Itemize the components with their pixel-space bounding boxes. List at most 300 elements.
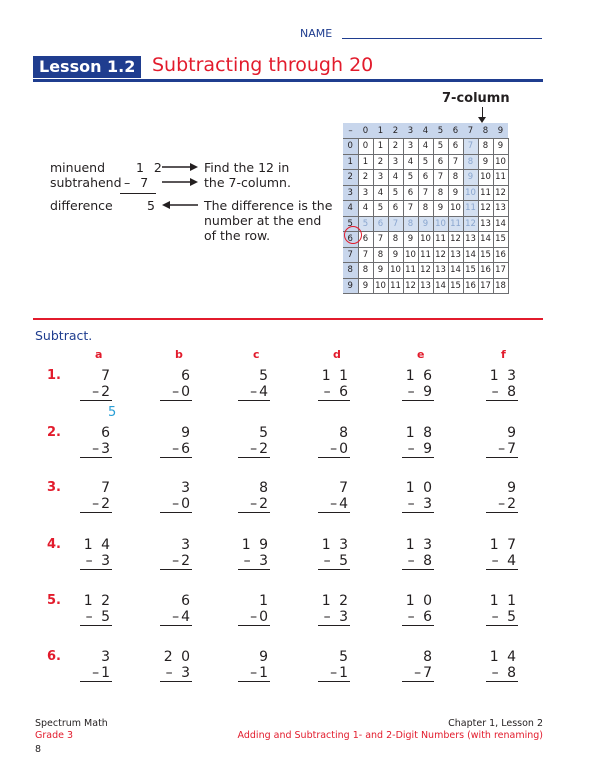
problem-subtrahend: –6 [172, 441, 192, 457]
table-row-header: 8 [343, 263, 358, 279]
table-cell: 11 [478, 185, 493, 201]
table-cell: 12 [403, 278, 418, 294]
table-cell: 14 [448, 263, 463, 279]
problem-subtrahend: – 8 [491, 384, 518, 400]
problem-minuend: 8 [339, 425, 350, 441]
table-cell: 8 [403, 216, 418, 232]
answer-line[interactable] [80, 625, 112, 626]
name-label: NAME [300, 27, 333, 40]
problem-subtrahend: –0 [172, 496, 192, 512]
table-cell: 3 [373, 170, 388, 186]
table-cell: 4 [358, 201, 373, 217]
table-cell: 9 [478, 154, 493, 170]
table-cell: 8 [448, 170, 463, 186]
problem-minuend: 1 3 [489, 368, 518, 384]
answer-line[interactable] [238, 569, 270, 570]
problem-minuend: 1 2 [321, 593, 350, 609]
footer-book: Spectrum Math [35, 718, 108, 729]
table-cell: 4 [388, 170, 403, 186]
table-header-cell: 3 [403, 123, 418, 139]
answer-line[interactable] [486, 681, 518, 682]
problem [142, 425, 192, 458]
table-cell: 10 [478, 170, 493, 186]
answer-line[interactable] [486, 512, 518, 513]
arrow-right-icon [162, 178, 198, 186]
table-row-header: 7 [343, 247, 358, 263]
problem-minuend: 1 1 [489, 593, 518, 609]
table-cell: 10 [388, 263, 403, 279]
table-header-cell: 2 [388, 123, 403, 139]
problem-row-label: 6. [47, 649, 61, 664]
table-cell: 5 [388, 185, 403, 201]
minuend-label: minuend [50, 160, 106, 175]
problem-subtrahend: –1 [330, 665, 350, 681]
problem-minuend: 1 3 [405, 537, 434, 553]
table-cell: 7 [433, 170, 448, 186]
problem-subtrahend: –4 [172, 609, 192, 625]
table-header-cell: 7 [463, 123, 478, 139]
problem-subtrahend: – 4 [491, 553, 518, 569]
problem-minuend: 1 1 [321, 368, 350, 384]
answer-line[interactable] [160, 681, 192, 682]
table-cell: 2 [373, 154, 388, 170]
table-cell: 5 [373, 201, 388, 217]
answer-line[interactable] [160, 569, 192, 570]
problem [468, 368, 518, 401]
problem-subtrahend: –0 [172, 384, 192, 400]
table-row-header: 2 [343, 170, 358, 186]
problem-minuend: 3 [181, 480, 192, 496]
problem-minuend: 5 [259, 425, 270, 441]
problem-subtrahend: –2 [172, 553, 192, 569]
footer-chapter: Chapter 1, Lesson 2 [448, 718, 543, 729]
problem-minuend: 3 [181, 537, 192, 553]
problem [220, 537, 270, 570]
table-cell: 10 [418, 232, 433, 248]
problem-minuend: 1 0 [405, 480, 434, 496]
table-cell: 7 [463, 139, 478, 155]
explain-line-5: of the row. [204, 228, 271, 243]
table-cell: 8 [478, 139, 493, 155]
problem-subtrahend: –2 [92, 384, 112, 400]
problem-subtrahend: – 8 [491, 665, 518, 681]
table-cell: 0 [358, 139, 373, 155]
problem [300, 593, 350, 626]
problem-minuend: 1 4 [83, 537, 112, 553]
answer-line[interactable] [402, 457, 434, 458]
problem-subtrahend: –3 [92, 441, 112, 457]
problem [62, 425, 112, 458]
problem-minuend: 5 [339, 649, 350, 665]
answer-line[interactable] [318, 569, 350, 570]
table-cell: 14 [433, 278, 448, 294]
table-cell: 13 [493, 201, 508, 217]
table-header-cell: 4 [418, 123, 433, 139]
problem [384, 425, 434, 458]
problem [300, 368, 350, 401]
problem [384, 368, 434, 401]
problem-row-label: 1. [47, 368, 61, 383]
table-header-cell: 6 [448, 123, 463, 139]
table-cell: 1 [373, 139, 388, 155]
explain-line-1: Find the 12 in [204, 160, 290, 175]
table-cell: 15 [493, 232, 508, 248]
table-cell: 12 [463, 216, 478, 232]
answer-line[interactable] [486, 400, 518, 401]
table-corner: – [343, 123, 358, 139]
difference-value: 5 [147, 198, 158, 213]
problem-subtrahend: –1 [92, 665, 112, 681]
problem [142, 537, 192, 570]
table-cell: 12 [448, 232, 463, 248]
table-cell: 15 [448, 278, 463, 294]
problem-minuend: 6 [101, 425, 112, 441]
answer-line[interactable] [80, 512, 112, 513]
problem-minuend: 7 [339, 480, 350, 496]
table-cell: 4 [418, 139, 433, 155]
column-label-c: c [253, 348, 260, 361]
problem [300, 480, 350, 513]
problem-subtrahend: –0 [250, 609, 270, 625]
problem [468, 425, 518, 458]
table-header-cell: 9 [493, 123, 508, 139]
table-cell: 5 [358, 216, 373, 232]
table-cell: 7 [388, 216, 403, 232]
problem [468, 480, 518, 513]
problem-subtrahend: – 6 [323, 384, 350, 400]
footer-grade: Grade 3 [35, 730, 74, 741]
answer-line[interactable] [238, 625, 270, 626]
answer-line[interactable] [80, 681, 112, 682]
table-cell: 15 [478, 247, 493, 263]
answer-line[interactable] [160, 625, 192, 626]
header-rule [33, 79, 543, 82]
table-cell: 3 [403, 139, 418, 155]
problem [220, 368, 270, 401]
problem-row-label: 2. [47, 425, 61, 440]
table-cell: 16 [463, 278, 478, 294]
explain-line-2: the 7-column. [204, 175, 291, 190]
answer-line[interactable] [238, 400, 270, 401]
problem-minuend: 1 9 [241, 537, 270, 553]
table-cell: 6 [403, 185, 418, 201]
table-cell: 10 [433, 216, 448, 232]
table-cell: 17 [493, 263, 508, 279]
table-cell: 6 [433, 154, 448, 170]
answer-line[interactable] [318, 512, 350, 513]
answer-line[interactable] [402, 569, 434, 570]
answer-line[interactable] [318, 400, 350, 401]
problem-minuend: 6 [181, 368, 192, 384]
problem-subtrahend: – 6 [407, 609, 434, 625]
answer-line[interactable] [402, 625, 434, 626]
answer-line[interactable] [402, 400, 434, 401]
problem [468, 537, 518, 570]
problem-subtrahend: – 9 [407, 384, 434, 400]
table-cell: 10 [403, 247, 418, 263]
table-cell: 12 [433, 247, 448, 263]
column-label-b: b [175, 348, 183, 361]
table-cell: 18 [493, 278, 508, 294]
problem-minuend: 9 [259, 649, 270, 665]
table-cell: 4 [403, 154, 418, 170]
table-cell: 3 [358, 185, 373, 201]
problem-minuend: 6 [181, 593, 192, 609]
table-cell: 8 [418, 201, 433, 217]
table-cell: 6 [373, 216, 388, 232]
table-cell: 9 [433, 201, 448, 217]
footer-page: 8 [35, 744, 42, 755]
column-label-d: d [333, 348, 341, 361]
answer-line[interactable] [160, 512, 192, 513]
answer-line[interactable] [318, 457, 350, 458]
answer-line[interactable] [486, 569, 518, 570]
problem [142, 649, 192, 682]
instruction: Subtract. [35, 328, 93, 343]
table-cell: 11 [388, 278, 403, 294]
table-cell: 6 [448, 139, 463, 155]
problem-subtrahend: – 3 [85, 553, 112, 569]
column-label-e: e [417, 348, 425, 361]
answer-line[interactable] [160, 400, 192, 401]
problem-minuend: 1 4 [489, 649, 518, 665]
table-row-header: 0 [343, 139, 358, 155]
table-cell: 10 [493, 154, 508, 170]
answer-line[interactable] [238, 512, 270, 513]
problem [62, 593, 112, 626]
problem [384, 593, 434, 626]
problem [384, 537, 434, 570]
table-cell: 9 [373, 263, 388, 279]
problem-subtrahend: – 5 [323, 553, 350, 569]
answer-line[interactable] [80, 457, 112, 458]
table-cell: 13 [448, 247, 463, 263]
problem-minuend: 1 [259, 593, 270, 609]
table-cell: 16 [478, 263, 493, 279]
problem [142, 368, 192, 401]
table-cell: 13 [478, 216, 493, 232]
subtrahend-value: – 7 [124, 175, 152, 190]
lesson-badge: Lesson 1.2 [33, 56, 141, 78]
table-cell: 9 [358, 278, 373, 294]
problem-minuend: 1 8 [405, 425, 434, 441]
table-cell: 11 [403, 263, 418, 279]
column-label-a: a [95, 348, 103, 361]
problem-subtrahend: –7 [498, 441, 518, 457]
problem [220, 480, 270, 513]
column-label: 7-column [442, 91, 510, 106]
problem-minuend: 8 [423, 649, 434, 665]
table-cell: 2 [358, 170, 373, 186]
table-header-cell: 1 [373, 123, 388, 139]
table-cell: 2 [388, 139, 403, 155]
problem [384, 649, 434, 682]
section-rule [33, 318, 543, 320]
table-cell: 5 [418, 154, 433, 170]
problem-subtrahend: –7 [414, 665, 434, 681]
answer-line[interactable] [160, 457, 192, 458]
answer-line[interactable] [80, 569, 112, 570]
table-cell: 13 [433, 263, 448, 279]
problem [300, 649, 350, 682]
problem-subtrahend: – 5 [85, 609, 112, 625]
subtraction-table [343, 123, 509, 294]
table-cell: 9 [388, 247, 403, 263]
table-cell: 8 [433, 185, 448, 201]
table-row-header: 4 [343, 201, 358, 217]
problem [142, 480, 192, 513]
problem-minuend: 3 [101, 649, 112, 665]
table-cell: 8 [373, 247, 388, 263]
answer-line[interactable] [402, 512, 434, 513]
problem [384, 480, 434, 513]
table-cell: 14 [478, 232, 493, 248]
problem [220, 425, 270, 458]
table-cell: 16 [493, 247, 508, 263]
answer-line[interactable] [238, 457, 270, 458]
sample-answer: 5 [108, 405, 117, 420]
answer-line[interactable] [486, 625, 518, 626]
problem-row-label: 3. [47, 480, 61, 495]
problem [62, 480, 112, 513]
problem [62, 368, 112, 401]
problem-subtrahend: –2 [250, 496, 270, 512]
problem-subtrahend: – 8 [407, 553, 434, 569]
problem-row-label: 5. [47, 593, 61, 608]
problem-minuend: 8 [259, 480, 270, 496]
table-cell: 8 [388, 232, 403, 248]
table-header-cell: 5 [433, 123, 448, 139]
table-cell: 11 [418, 247, 433, 263]
footer-topic: Adding and Subtracting 1- and 2-Digit Numbers (with renaming) [237, 730, 543, 741]
answer-line[interactable] [318, 625, 350, 626]
table-cell: 9 [493, 139, 508, 155]
table-cell: 17 [478, 278, 493, 294]
problem-row-label: 4. [47, 537, 61, 552]
table-header-cell: 8 [478, 123, 493, 139]
arrow-right-icon [162, 163, 198, 171]
problem-subtrahend: –2 [250, 441, 270, 457]
problem-minuend: 9 [507, 480, 518, 496]
answer-line[interactable] [318, 681, 350, 682]
name-line [342, 38, 542, 39]
answer-line[interactable] [486, 457, 518, 458]
problem-minuend: 7 [101, 368, 112, 384]
table-cell: 7 [373, 232, 388, 248]
problem-minuend: 1 6 [405, 368, 434, 384]
table-cell: 3 [388, 154, 403, 170]
table-header-cell: 0 [358, 123, 373, 139]
example-sum-line [120, 193, 156, 194]
table-cell: 1 [358, 154, 373, 170]
table-cell: 11 [463, 201, 478, 217]
table-cell: 5 [403, 170, 418, 186]
lesson-title: Subtracting through 20 [152, 54, 374, 76]
table-cell: 6 [418, 170, 433, 186]
table-row-header: 9 [343, 278, 358, 294]
table-row-header: 1 [343, 154, 358, 170]
answer-line[interactable] [80, 400, 112, 401]
table-cell: 8 [358, 263, 373, 279]
problem-minuend: 1 3 [321, 537, 350, 553]
table-cell: 9 [403, 232, 418, 248]
table-cell: 5 [433, 139, 448, 155]
problem-minuend: 1 2 [83, 593, 112, 609]
problem-subtrahend: – 3 [407, 496, 434, 512]
table-cell: 10 [373, 278, 388, 294]
problem [142, 593, 192, 626]
problem-subtrahend: –4 [250, 384, 270, 400]
table-cell: 13 [463, 232, 478, 248]
table-cell: 14 [493, 216, 508, 232]
table-cell: 7 [448, 154, 463, 170]
problem-minuend: 1 7 [489, 537, 518, 553]
table-cell: 6 [358, 232, 373, 248]
problem-minuend: 5 [259, 368, 270, 384]
explain-line-4: number at the end [204, 213, 322, 228]
problem [468, 593, 518, 626]
subtrahend-label: subtrahend [50, 175, 122, 190]
table-cell: 12 [493, 185, 508, 201]
minuend-value: 1 2 [136, 160, 165, 175]
table-row-header: 6 [343, 232, 358, 248]
table-cell: 10 [448, 201, 463, 217]
problem-subtrahend: –2 [498, 496, 518, 512]
table-cell: 11 [448, 216, 463, 232]
problem [62, 649, 112, 682]
table-cell: 11 [433, 232, 448, 248]
table-cell: 7 [403, 201, 418, 217]
answer-line[interactable] [402, 681, 434, 682]
problem-minuend: 9 [507, 425, 518, 441]
table-cell: 9 [418, 216, 433, 232]
problem-subtrahend: –4 [330, 496, 350, 512]
table-cell: 8 [463, 154, 478, 170]
table-cell: 9 [448, 185, 463, 201]
difference-label: difference [50, 198, 113, 213]
problem-minuend: 7 [101, 480, 112, 496]
table-cell: 7 [358, 247, 373, 263]
problem [62, 537, 112, 570]
explain-line-3: The difference is the [204, 198, 333, 213]
table-row-header: 5 [343, 216, 358, 232]
problem-minuend: 2 0 [163, 649, 192, 665]
example-arrows [160, 159, 200, 215]
table-cell: 7 [418, 185, 433, 201]
problem-subtrahend: – 9 [407, 441, 434, 457]
answer-line[interactable] [238, 681, 270, 682]
table-row-header: 3 [343, 185, 358, 201]
row-5-circle [344, 226, 362, 244]
problem-subtrahend: – 3 [243, 553, 270, 569]
table-cell: 13 [418, 278, 433, 294]
problem-subtrahend: –1 [250, 665, 270, 681]
table-cell: 14 [463, 247, 478, 263]
problem-subtrahend: – 3 [323, 609, 350, 625]
problem-subtrahend: –2 [92, 496, 112, 512]
problem [300, 537, 350, 570]
table-cell: 12 [478, 201, 493, 217]
problem [220, 649, 270, 682]
problem [300, 425, 350, 458]
problem [468, 649, 518, 682]
problem [220, 593, 270, 626]
problem-minuend: 9 [181, 425, 192, 441]
table-cell: 15 [463, 263, 478, 279]
problem-subtrahend: –0 [330, 441, 350, 457]
table-cell: 9 [463, 170, 478, 186]
table-cell: 6 [388, 201, 403, 217]
